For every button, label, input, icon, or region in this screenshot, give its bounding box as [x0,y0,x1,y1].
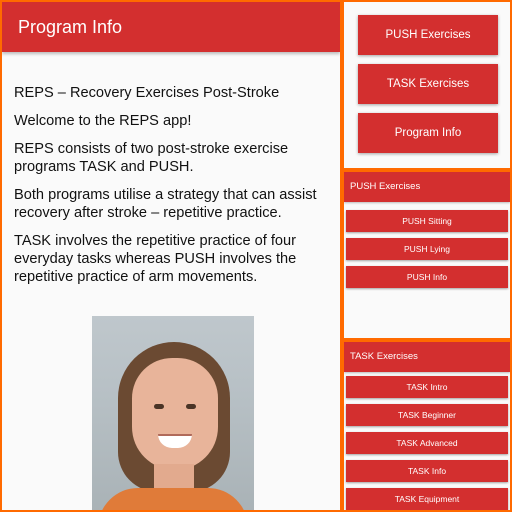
task-equipment-button[interactable]: TASK Equipment [346,488,508,510]
task-exercises-screen [342,340,512,512]
task-beginner-button[interactable]: TASK Beginner [346,404,508,426]
info-paragraph-3: REPS consists of two post-stroke exercise programs TASK and PUSH. [14,141,289,175]
task-exercises-button[interactable]: TASK Exercises [358,64,498,104]
app-bar [2,2,340,52]
main-menu-screen [342,0,512,170]
push-exercises-header: PUSH Exercises [344,172,510,202]
task-exercises-header: TASK Exercises [344,342,510,372]
info-paragraph-2: Welcome to the REPS app! [14,113,192,129]
info-paragraph-5: TASK involves the repetitive practice of four everyday tasks whereas PUSH involves the repetitive practice of arm movements. [14,233,297,285]
page-title: Program Info [18,17,123,37]
push-exercises-button[interactable]: PUSH Exercises [358,15,498,55]
info-paragraph-4: Both programs utilise a strategy that can assist recovery after stroke – repetitive practice. [14,187,317,221]
program-info-content [14,84,332,296]
task-info-button[interactable]: TASK Info [346,460,508,482]
push-sitting-button[interactable]: PUSH Sitting [346,210,508,232]
push-exercises-screen [342,170,512,340]
program-info-button[interactable]: Program Info [358,113,498,153]
push-info-button[interactable]: PUSH Info [346,266,508,288]
push-lying-button[interactable]: PUSH Lying [346,238,508,260]
task-advanced-button[interactable]: TASK Advanced [346,432,508,454]
task-intro-button[interactable]: TASK Intro [346,376,508,398]
researcher-photo [92,316,254,512]
info-paragraph-1: REPS – Recovery Exercises Post-Stroke [14,85,280,101]
